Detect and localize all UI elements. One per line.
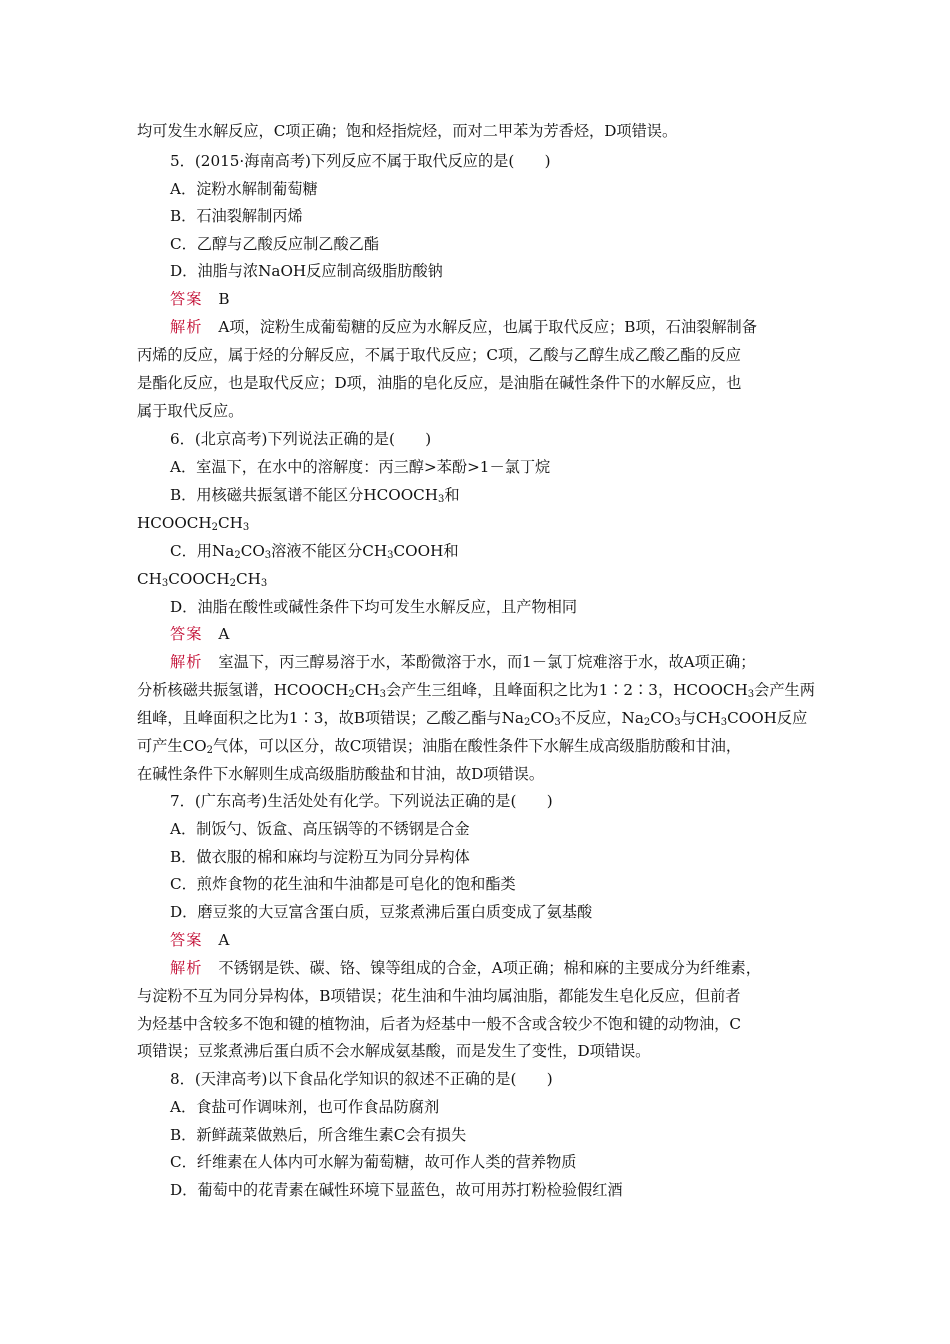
q5-answer bbox=[170, 289, 230, 311]
text-segment: 溶液不能区分CH bbox=[271, 542, 388, 560]
text-segment: CO bbox=[650, 709, 675, 727]
subscript: 3 bbox=[747, 689, 755, 700]
q5-analysis-line-3: 是酯化反应，也是取代反应；D项，油脂的皂化反应，是油脂在碱性条件下的水解反应，也 bbox=[137, 374, 742, 392]
q5-stem: 5．(2015·海南高考)下列反应不属于取代反应的是( ) bbox=[170, 152, 551, 170]
text-segment: COOH反应 bbox=[727, 709, 808, 727]
q6-option-b bbox=[170, 485, 460, 507]
text-segment: 组峰，且峰面积之比为1∶3，故B项错误；乙酸乙酯与Na bbox=[137, 709, 524, 727]
subscript: 3 bbox=[264, 550, 272, 561]
subscript: 3 bbox=[260, 578, 268, 589]
answer-label: 答案 bbox=[170, 931, 203, 949]
subscript: 2 bbox=[643, 717, 651, 728]
q7-analysis-line-4: 项错误；豆浆煮沸后蛋白质不会水解成氨基酸，而是发生了变性，D项错误。 bbox=[137, 1042, 651, 1060]
q8-option-b: B．新鲜蔬菜做熟后，所含维生素C会有损失 bbox=[170, 1126, 467, 1144]
q6-option-b-cont bbox=[137, 513, 249, 535]
q5-option-b: B．石油裂解制丙烯 bbox=[170, 207, 303, 225]
q6-option-d: D．油脂在酸性或碱性条件下均可发生水解反应，且产物相同 bbox=[170, 598, 578, 616]
analysis-text: A项，淀粉生成葡萄糖的反应为水解反应，也属于取代反应；B项，石油裂解制备 bbox=[218, 318, 757, 336]
q7-answer bbox=[170, 930, 229, 952]
text-segment: B．用核磁共振氢谱不能区分HCOOCH bbox=[170, 486, 439, 504]
q6-analysis-line-3 bbox=[137, 708, 807, 730]
q8-option-c: C．纤维素在人体内可水解为葡萄糖，故可作人类的营养物质 bbox=[170, 1153, 577, 1171]
q6-option-c bbox=[170, 541, 459, 563]
q7-analysis-line-2: 与淀粉不互为同分异构体，B项错误；花生油和牛油均属油脂，都能发生皂化反应，但前者 bbox=[137, 987, 741, 1005]
text-segment: COOH和 bbox=[393, 542, 459, 560]
q7-option-d: D．磨豆浆的大豆富含蛋白质，豆浆煮沸后蛋白质变成了氨基酸 bbox=[170, 903, 593, 921]
subscript: 2 bbox=[211, 522, 219, 533]
q6-option-a: A．室温下，在水中的溶解度：丙三醇>苯酚>1－氯丁烷 bbox=[170, 458, 551, 476]
text-segment: 会产生两 bbox=[754, 681, 815, 699]
q5-analysis-line-2: 丙烯的反应，属于烃的分解反应，不属于取代反应；C项，乙酸与乙醇生成乙酸乙酯的反应 bbox=[137, 346, 741, 364]
q7-analysis-line-3: 为烃基中含较多不饱和键的植物油，后者为烃基中一般不含或含较少不饱和键的动物油，C bbox=[137, 1015, 741, 1033]
text-segment: HCOOCH bbox=[137, 514, 212, 532]
answer-value: B bbox=[218, 290, 230, 308]
q5-analysis-line-4: 属于取代反应。 bbox=[137, 402, 244, 420]
analysis-label: 解析 bbox=[170, 959, 203, 977]
subscript: 3 bbox=[438, 494, 445, 505]
q5-option-c: C．乙醇与乙酸反应制乙酸乙酯 bbox=[170, 235, 380, 253]
intro-line: 均可发生水解反应，C项正确；饱和烃指烷烃，而对二甲苯为芳香烃，D项错误。 bbox=[137, 122, 678, 140]
q7-option-b: B．做衣服的棉和麻均与淀粉互为同分异构体 bbox=[170, 848, 470, 866]
subscript: 2 bbox=[206, 745, 214, 756]
text-segment: CH bbox=[218, 514, 243, 532]
text-segment: CO bbox=[240, 542, 265, 560]
q7-stem: 7．(广东高考)生活处处有化学。下列说法正确的是( ) bbox=[170, 792, 553, 810]
text-segment: CH bbox=[354, 681, 380, 699]
subscript: 3 bbox=[720, 717, 728, 728]
analysis-label: 解析 bbox=[170, 318, 203, 336]
text-segment: 和 bbox=[444, 486, 460, 504]
subscript: 3 bbox=[161, 578, 169, 589]
text-segment: CO bbox=[530, 709, 555, 727]
analysis-text: 不锈钢是铁、碳、铬、镍等组成的合金，A项正确；棉和麻的主要成分为纤维素， bbox=[218, 959, 761, 977]
answer-value: A bbox=[218, 625, 230, 643]
subscript: 2 bbox=[523, 717, 531, 728]
subscript: 2 bbox=[234, 550, 241, 561]
subscript: 3 bbox=[387, 550, 394, 561]
q6-analysis-line-2 bbox=[137, 680, 815, 702]
text-segment: COOCH bbox=[168, 570, 230, 588]
q5-analysis-line-1 bbox=[170, 317, 757, 339]
text-segment: 与CH bbox=[680, 709, 721, 727]
text-segment: 分析核磁共振氢谱，HCOOCH bbox=[137, 681, 349, 699]
subscript: 2 bbox=[229, 578, 237, 589]
text-segment: 气体，可以区分，故C项错误；油脂在酸性条件下水解生成高级脂肪酸和甘油， bbox=[213, 737, 742, 755]
q6-analysis-line-4 bbox=[137, 736, 741, 758]
answer-value: A bbox=[218, 931, 230, 949]
text-segment: CH bbox=[236, 570, 261, 588]
subscript: 3 bbox=[242, 522, 250, 533]
q6-option-c-cont bbox=[137, 569, 267, 591]
text-segment: CH bbox=[137, 570, 162, 588]
q8-stem: 8．(天津高考)以下食品化学知识的叙述不正确的是( ) bbox=[170, 1070, 553, 1088]
analysis-label: 解析 bbox=[170, 653, 203, 671]
q6-analysis-line-5: 在碱性条件下水解则生成高级脂肪酸盐和甘油，故D项错误。 bbox=[137, 765, 545, 783]
text-segment: C．用Na bbox=[170, 542, 235, 560]
q5-option-a: A．淀粉水解制葡萄糖 bbox=[170, 180, 318, 198]
text-segment: 可产生CO bbox=[137, 737, 207, 755]
q5-option-d: D．油脂与浓NaOH反应制高级脂肪酸钠 bbox=[170, 262, 443, 280]
q8-option-a: A．食盐可作调味剂，也可作食品防腐剂 bbox=[170, 1098, 440, 1116]
q8-option-d: D．葡萄中的花青素在碱性环境下显蓝色，故可用苏打粉检验假红酒 bbox=[170, 1181, 623, 1199]
q6-answer bbox=[170, 624, 229, 646]
analysis-text: 室温下，丙三醇易溶于水，苯酚微溶于水，而1－氯丁烷难溶于水，故A项正确； bbox=[218, 653, 756, 671]
subscript: 3 bbox=[674, 717, 681, 728]
text-segment: 不反应，Na bbox=[560, 709, 644, 727]
subscript: 3 bbox=[379, 689, 386, 700]
answer-label: 答案 bbox=[170, 625, 203, 643]
q7-analysis-line-1 bbox=[170, 958, 761, 980]
answer-label: 答案 bbox=[170, 290, 203, 308]
q7-option-a: A．制饭勺、饭盒、高压锅等的不锈钢是合金 bbox=[170, 820, 470, 838]
q6-analysis-line-1 bbox=[170, 652, 755, 674]
subscript: 2 bbox=[348, 689, 355, 700]
subscript: 3 bbox=[554, 717, 561, 728]
text-segment: 会产生三组峰，且峰面积之比为1∶2∶3，HCOOCH bbox=[385, 681, 748, 699]
q7-option-c: C．煎炸食物的花生油和牛油都是可皂化的饱和酯类 bbox=[170, 875, 516, 893]
q6-stem: 6．(北京高考)下列说法正确的是( ) bbox=[170, 430, 432, 448]
